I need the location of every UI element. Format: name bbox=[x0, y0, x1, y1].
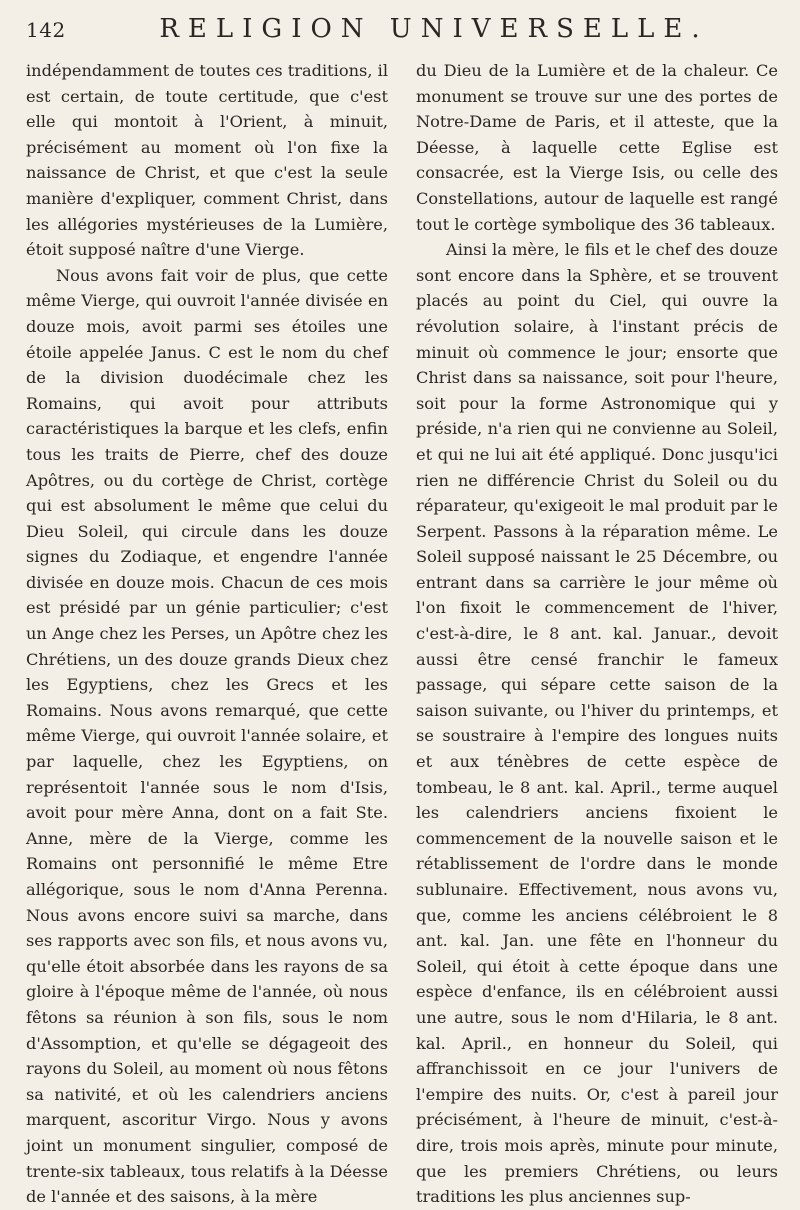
paragraph: Nous avons fait voir de plus, que cette même Vierge, qui ouvroit l'année divisée en douze mois, avoit parmi ses étoiles une étoile appelée Janus. C est le nom du chef de la division duodécimale chez les Romains, qui avoit pour attributs caractéristiques la barque et les clefs, enfin tous les traits de Pierre, chef des douze Apôtres, ou du cortège de Christ, cortège qui est absolument le même que celui du Dieu Soleil, qui circule dans les douze signes du Zodiaque, et engendre l'année divisée en douze mois. Chacun de ces mois est présidé par un génie particulier; c'est un Ange chez les Perses, un Apôtre chez les Chrétiens, un des douze grands Dieux chez les Egyptiens, chez les Grecs et les Romains. Nous avons remarqué, que cette même Vierge, qui ouvroit l'année solaire, et par laquelle, chez les Egyptiens, on représentoit l'année sous le nom d'Isis, avoit pour mère Anna, dont on a fait Ste. Anne, mère de la Vierge, comme les Romains ont personnifié le même Etre allégorique, sous le nom d'Anna Perenna. Nous avons encore suivi sa marche, dans ses rapports avec son fils, et nous avons vu, qu'elle étoit absorbée dans les rayons de sa gloire à l'époque même de l'année, où nous fêtons sa réunion à son fils, sous le nom d'Assomption, et qu'elle se dégageoit des rayons du Soleil, au moment où nous fêtons sa nativité, et où les calendriers anciens marquent, ascoritur Virgo. Nous y avons joint un monument singulier, composé de trente-six tableaux, tous relatifs à la Déesse de l'année et des saisons, à la mère bbox=[26, 265, 388, 1207]
right-column bbox=[416, 58, 778, 1210]
page-number: 142 bbox=[26, 18, 66, 42]
paragraph: indépendamment de toutes ces traditions, il est certain, de toute certitude, que c'est elle qui montoit à l'Orient, à minuit, précisément au moment où l'on fixe la naissance de Christ, et que c'est la seule manière d'expliquer, comment Christ, dans les allégories mystérieuses de la Lumière, étoit supposé naître d'une Vierge. bbox=[26, 61, 388, 260]
book-page bbox=[26, 12, 778, 1207]
page-header bbox=[26, 12, 778, 46]
text-columns bbox=[26, 58, 778, 1210]
paragraph: Ainsi la mère, le fils et le chef des douze sont encore dans la Sphère, et se trouvent placés au point du Ciel, qui ouvre la révolution solaire, à l'instant précis de minuit où commence le jour; ensorte que Christ dans sa naissance, soit pour l'heure, soit pour la forme Astronomique qui y préside, n'a rien qui ne convienne au Soleil, et qui ne lui ait été appliqué. Donc jusqu'ici rien ne différencie Christ du Soleil ou du réparateur, qu'exigeoit le mal produit par le Serpent. Passons à la réparation même. Le Soleil supposé naissant le 25 Décembre, ou entrant dans sa carrière le jour même où l'on fixoit le commencement de l'hiver, c'est-à-dire, le 8 ant. kal. Januar., devoit aussi être censé franchir le fameux passage, qui sépare cette saison de la saison suivante, ou l'hiver du printemps, et se soustraire à l'empire des longues nuits et aux ténèbres de cette espèce de tombeau, le 8 ant. kal. April., terme auquel les calendriers anciens fixoient le commencement de la nouvelle saison et le rétablissement de l'ordre dans le monde sublunaire. Effectivement, nous avons vu, que, comme les anciens célébroient le 8 ant. kal. Jan. une fête en l'honneur du Soleil, qui étoit à cette époque dans une espèce d'enfance, ils en célébroient aussi une autre, sous le nom d'Hilaria, le 8 ant. kal. April., en honneur du Soleil, qui affranchissoit en ce jour l'univers de l'empire des nuits. Or, c'est à pareil jour précisément, à l'heure de minuit, c'est-à-dire, trois mois après, minute pour minute, que les premiers Chrétiens, ou leurs traditions les plus anciennes sup- bbox=[416, 240, 778, 1207]
running-title: RELIGION UNIVERSELLE. bbox=[159, 14, 709, 44]
left-column bbox=[26, 58, 388, 1210]
paragraph: du Dieu de la Lumière et de la chaleur. Ce monument se trouve sur une des portes de Notre-Dame de Paris, et il atteste, que la Déesse, à laquelle cette Eglise est consacrée, est la Vierge Isis, ou celle des Constellations, autour de laquelle est rangé tout le cortège symbolique des 36 tableaux. bbox=[416, 61, 778, 234]
